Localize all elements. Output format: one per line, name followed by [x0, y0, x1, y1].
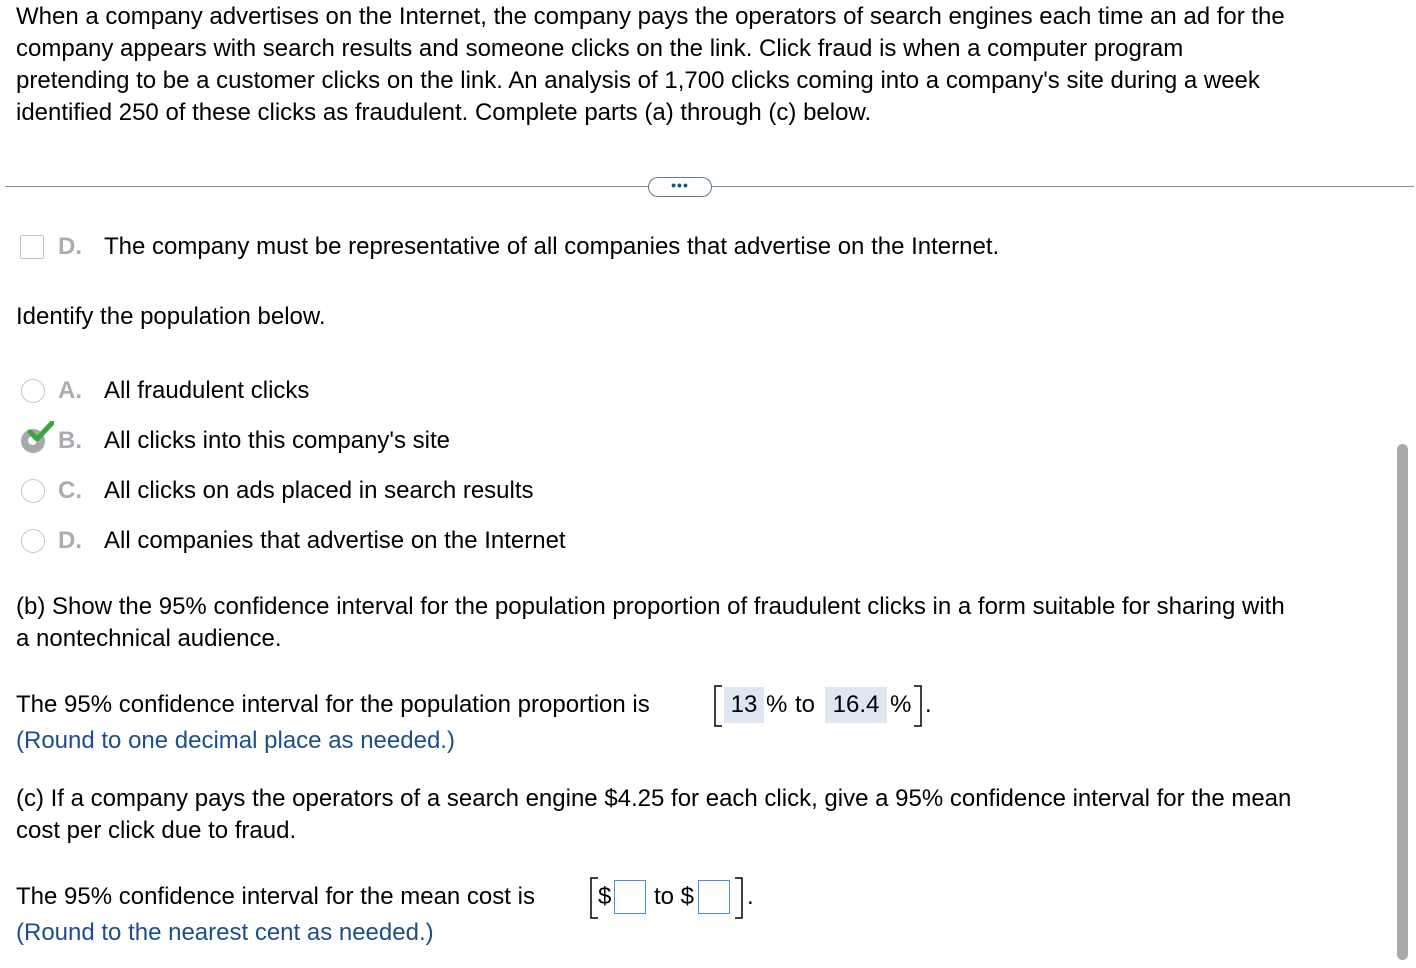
part-c-answer-prefix: The 95% confidence interval for the mean cost is	[16, 883, 535, 910]
mean-cost-high-input[interactable]	[698, 880, 730, 914]
option-d-checkbox[interactable]	[20, 235, 44, 259]
option-text: All clicks into this company's site	[104, 427, 451, 454]
option-text: The company must be representative of all companies that advertise on the Internet.	[104, 233, 1000, 260]
to-label: to	[795, 691, 816, 718]
percent-sign: %	[766, 691, 788, 718]
ci-high-answer[interactable]: 16.4	[825, 687, 887, 723]
show-more-button[interactable]: •••	[648, 177, 712, 197]
population-prompt: Identify the population below.	[16, 303, 326, 330]
option-c-radio[interactable]	[21, 479, 45, 503]
correct-check-icon	[28, 421, 54, 443]
vertical-scrollbar[interactable]	[1397, 444, 1408, 960]
problem-line: identified 250 of these clicks as fraudulent. Complete parts (a) through (c) below.	[16, 99, 872, 126]
ci-low-answer[interactable]: 13	[724, 687, 764, 723]
problem-line: pretending to be a customer clicks on the link. An analysis of 1,700 clicks coming into a company's site during a week	[16, 67, 1260, 94]
option-text: All fraudulent clicks	[104, 377, 310, 404]
mean-cost-low-input[interactable]	[614, 880, 646, 914]
rounding-hint: (Round to the nearest cent as needed.)	[16, 919, 434, 946]
to-label: to $	[654, 883, 695, 910]
left-bracket-icon	[712, 684, 724, 728]
question-line: (c) If a company pays the operators of a search engine $4.25 for each click, give a 95% confidence interval for the mean	[16, 785, 1292, 812]
option-text: All clicks on ads placed in search results	[104, 477, 534, 504]
right-bracket-icon	[733, 876, 745, 920]
option-d-radio[interactable]	[21, 529, 45, 553]
part-b-question	[16, 591, 1285, 655]
option-letter: D.	[58, 527, 82, 554]
question-line: cost per click due to fraud.	[16, 817, 297, 844]
question-line: (b) Show the 95% confidence interval for the population proportion of fraudulent clicks in a form suitable for sharing with	[16, 593, 1285, 620]
period: .	[747, 883, 754, 910]
problem-line: company appears with search results and someone clicks on the link. Click fraud is when a computer program	[16, 35, 1184, 62]
option-letter: B.	[58, 427, 82, 454]
option-letter: C.	[58, 477, 82, 504]
rounding-hint: (Round to one decimal place as needed.)	[16, 727, 455, 754]
part-c-question	[16, 783, 1291, 847]
dollar-sign: $	[598, 883, 612, 910]
part-b-answer-prefix: The 95% confidence interval for the population proportion is	[16, 691, 650, 718]
problem-line: When a company advertises on the Internet, the company pays the operators of search engines each time an ad for the	[16, 3, 1285, 30]
percent-sign: %	[890, 691, 912, 718]
option-letter: D.	[58, 233, 82, 260]
period: .	[925, 691, 932, 718]
right-bracket-icon	[912, 684, 924, 728]
option-a-radio[interactable]	[21, 379, 45, 403]
option-letter: A.	[58, 377, 82, 404]
question-line: a nontechnical audience.	[16, 625, 282, 652]
option-text: All companies that advertise on the Internet	[104, 527, 566, 554]
problem-statement	[16, 1, 1285, 129]
